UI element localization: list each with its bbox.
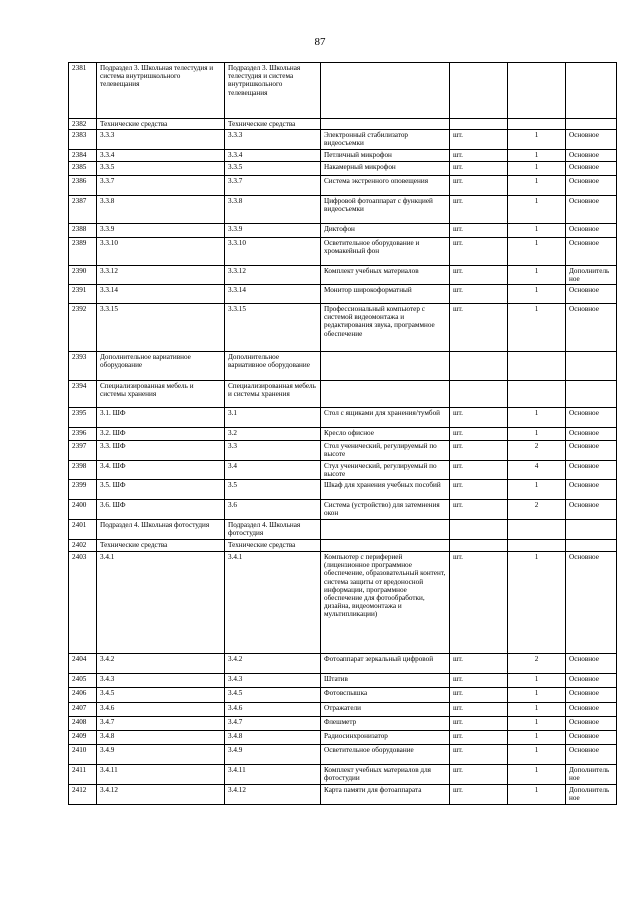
- section-cell: 3.2: [225, 428, 321, 441]
- unit-cell: шт.: [450, 500, 508, 520]
- quantity-cell: [508, 63, 566, 119]
- section-cell: 3.3: [225, 441, 321, 461]
- item-name-cell: Стол ученический, регулируемый по высоте: [321, 441, 450, 461]
- item-name-cell: [321, 119, 450, 130]
- code-cell: 3.6. ШФ: [97, 500, 225, 520]
- row-number-cell: 2385: [69, 162, 97, 176]
- unit-cell: шт.: [450, 285, 508, 304]
- unit-cell: шт.: [450, 162, 508, 176]
- item-name-cell: Флешметр: [321, 717, 450, 731]
- code-cell: 3.3. ШФ: [97, 441, 225, 461]
- item-name-cell: Цифровой фотоаппарат с функцией видеосъемки: [321, 196, 450, 224]
- section-cell: Технические средства: [225, 119, 321, 130]
- quantity-cell: [508, 520, 566, 540]
- item-name-cell: Стул ученический, регулируемый по высоте: [321, 461, 450, 480]
- item-name-cell: Шкаф для хранения учебных пособий: [321, 480, 450, 500]
- section-cell: Технические средства: [225, 540, 321, 552]
- unit-cell: шт.: [450, 238, 508, 266]
- section-cell: 3.4.2: [225, 654, 321, 674]
- row-number-cell: 2381: [69, 63, 97, 119]
- section-cell: 3.3.10: [225, 238, 321, 266]
- item-name-cell: Карта памяти для фотоаппарата: [321, 785, 450, 805]
- table-row: [69, 408, 617, 428]
- table-row: [69, 674, 617, 688]
- equipment-type-cell: Основное: [566, 500, 617, 520]
- section-cell: 3.3.4: [225, 150, 321, 162]
- item-name-cell: Петличный микрофон: [321, 150, 450, 162]
- unit-cell: шт.: [450, 196, 508, 224]
- quantity-cell: 1: [508, 130, 566, 150]
- section-cell: 3.4.6: [225, 703, 321, 717]
- row-number-cell: 2405: [69, 674, 97, 688]
- unit-cell: шт.: [450, 176, 508, 196]
- row-number-cell: 2408: [69, 717, 97, 731]
- code-cell: 3.3.7: [97, 176, 225, 196]
- quantity-cell: 1: [508, 717, 566, 731]
- quantity-cell: 1: [508, 480, 566, 500]
- row-number-cell: 2387: [69, 196, 97, 224]
- unit-cell: [450, 540, 508, 552]
- row-number-cell: 2401: [69, 520, 97, 540]
- section-cell: 3.3.7: [225, 176, 321, 196]
- table-row: [69, 285, 617, 304]
- equipment-type-cell: Основное: [566, 688, 617, 703]
- equipment-type-cell: Основное: [566, 745, 617, 765]
- code-cell: Технические средства: [97, 540, 225, 552]
- unit-cell: шт.: [450, 765, 508, 785]
- section-cell: Подраздел 3. Школьная телестудия и система внутришкольного телевещания: [225, 63, 321, 119]
- item-name-cell: [321, 540, 450, 552]
- code-cell: 3.5. ШФ: [97, 480, 225, 500]
- row-number-cell: 2396: [69, 428, 97, 441]
- row-number-cell: 2382: [69, 119, 97, 130]
- unit-cell: шт.: [450, 654, 508, 674]
- item-name-cell: Система (устройство) для затемнения окон: [321, 500, 450, 520]
- equipment-type-cell: Основное: [566, 461, 617, 480]
- quantity-cell: 1: [508, 785, 566, 805]
- quantity-cell: 2: [508, 654, 566, 674]
- quantity-cell: 1: [508, 552, 566, 654]
- row-number-cell: 2403: [69, 552, 97, 654]
- equipment-type-cell: Основное: [566, 480, 617, 500]
- unit-cell: шт.: [450, 480, 508, 500]
- item-name-cell: Кресло офисное: [321, 428, 450, 441]
- section-cell: 3.4: [225, 461, 321, 480]
- equipment-type-cell: Основное: [566, 703, 617, 717]
- code-cell: 3.3.5: [97, 162, 225, 176]
- section-cell: 3.3.8: [225, 196, 321, 224]
- code-cell: 3.4.8: [97, 731, 225, 745]
- equipment-type-cell: [566, 520, 617, 540]
- code-cell: Дополнительное вариативное оборудование: [97, 352, 225, 381]
- row-number-cell: 2398: [69, 461, 97, 480]
- section-cell: 3.3.14: [225, 285, 321, 304]
- section-cell: 3.3.5: [225, 162, 321, 176]
- code-cell: 3.3.12: [97, 266, 225, 285]
- equipment-type-cell: Основное: [566, 238, 617, 266]
- code-cell: 3.3.9: [97, 224, 225, 238]
- code-cell: 3.3.3: [97, 130, 225, 150]
- section-cell: Специализированная мебель и системы хранения: [225, 381, 321, 408]
- item-name-cell: [321, 63, 450, 119]
- table-row: [69, 552, 617, 654]
- item-name-cell: Электронный стабилизатор видеосъемки: [321, 130, 450, 150]
- quantity-cell: 1: [508, 688, 566, 703]
- table-body: [69, 63, 617, 805]
- code-cell: 3.4.5: [97, 688, 225, 703]
- equipment-type-cell: Дополнительное: [566, 765, 617, 785]
- table-row: [69, 785, 617, 805]
- equipment-type-cell: [566, 540, 617, 552]
- table-row: [69, 654, 617, 674]
- item-name-cell: Комплект учебных материалов для фотостудии: [321, 765, 450, 785]
- row-number-cell: 2389: [69, 238, 97, 266]
- table-row: [69, 540, 617, 552]
- equipment-type-cell: [566, 352, 617, 381]
- quantity-cell: [508, 352, 566, 381]
- quantity-cell: 1: [508, 745, 566, 765]
- table-row: [69, 520, 617, 540]
- code-cell: Подраздел 3. Школьная телестудия и система внутришкольного телевещания: [97, 63, 225, 119]
- section-cell: Подраздел 4. Школьная фотостудия: [225, 520, 321, 540]
- quantity-cell: 2: [508, 500, 566, 520]
- row-number-cell: 2397: [69, 441, 97, 461]
- table-row: [69, 224, 617, 238]
- section-cell: 3.1: [225, 408, 321, 428]
- table-row: [69, 238, 617, 266]
- equipment-type-cell: Основное: [566, 674, 617, 688]
- item-name-cell: Отражатели: [321, 703, 450, 717]
- item-name-cell: Компьютер с периферией (лицензионное программное обеспечение, образовательный контент, система защиты от вредоносной информации, программное обеспечение для фотообработки, дизайна, видеомонтажа и мультипликации): [321, 552, 450, 654]
- page-number: 87: [314, 36, 326, 48]
- row-number-cell: 2406: [69, 688, 97, 703]
- section-cell: 3.6: [225, 500, 321, 520]
- unit-cell: шт.: [450, 130, 508, 150]
- code-cell: 3.4.9: [97, 745, 225, 765]
- table-row: [69, 130, 617, 150]
- quantity-cell: 1: [508, 150, 566, 162]
- item-name-cell: Монитор широкоформатный: [321, 285, 450, 304]
- unit-cell: [450, 119, 508, 130]
- equipment-type-cell: Основное: [566, 304, 617, 352]
- quantity-cell: [508, 381, 566, 408]
- equipment-type-cell: Основное: [566, 224, 617, 238]
- unit-cell: шт.: [450, 428, 508, 441]
- row-number-cell: 2391: [69, 285, 97, 304]
- row-number-cell: 2402: [69, 540, 97, 552]
- unit-cell: [450, 63, 508, 119]
- item-name-cell: Стол с ящиками для хранения/тумбой: [321, 408, 450, 428]
- item-name-cell: Фотоаппарат зеркальный цифровой: [321, 654, 450, 674]
- section-cell: 3.4.7: [225, 717, 321, 731]
- row-number-cell: 2404: [69, 654, 97, 674]
- code-cell: 3.4.3: [97, 674, 225, 688]
- table-row: [69, 765, 617, 785]
- code-cell: 3.2. ШФ: [97, 428, 225, 441]
- unit-cell: шт.: [450, 408, 508, 428]
- quantity-cell: 1: [508, 196, 566, 224]
- table-row: [69, 176, 617, 196]
- quantity-cell: 1: [508, 162, 566, 176]
- equipment-type-cell: [566, 381, 617, 408]
- code-cell: Технические средства: [97, 119, 225, 130]
- code-cell: 3.4.11: [97, 765, 225, 785]
- row-number-cell: 2388: [69, 224, 97, 238]
- code-cell: 3.3.10: [97, 238, 225, 266]
- unit-cell: шт.: [450, 717, 508, 731]
- unit-cell: шт.: [450, 552, 508, 654]
- code-cell: 3.3.15: [97, 304, 225, 352]
- code-cell: 3.4.12: [97, 785, 225, 805]
- item-name-cell: Диктофон: [321, 224, 450, 238]
- item-name-cell: Фотовспышка: [321, 688, 450, 703]
- unit-cell: [450, 381, 508, 408]
- unit-cell: шт.: [450, 461, 508, 480]
- row-number-cell: 2400: [69, 500, 97, 520]
- quantity-cell: 1: [508, 285, 566, 304]
- code-cell: 3.4.6: [97, 703, 225, 717]
- code-cell: 3.4.1: [97, 552, 225, 654]
- quantity-cell: 1: [508, 703, 566, 717]
- section-cell: 3.5: [225, 480, 321, 500]
- equipment-type-cell: [566, 119, 617, 130]
- section-cell: 3.4.9: [225, 745, 321, 765]
- unit-cell: шт.: [450, 745, 508, 765]
- table-row: [69, 162, 617, 176]
- quantity-cell: 1: [508, 224, 566, 238]
- equipment-type-cell: Дополнительное: [566, 785, 617, 805]
- item-name-cell: Профессиональный компьютер с системой видеомонтажа и редактирования звука, программное обеспечение: [321, 304, 450, 352]
- section-cell: 3.3.3: [225, 130, 321, 150]
- equipment-type-cell: Основное: [566, 654, 617, 674]
- item-name-cell: Радиосинхронизатор: [321, 731, 450, 745]
- row-number-cell: 2392: [69, 304, 97, 352]
- table-row: [69, 150, 617, 162]
- row-number-cell: 2407: [69, 703, 97, 717]
- table-row: [69, 304, 617, 352]
- row-number-cell: 2394: [69, 381, 97, 408]
- section-cell: 3.3.15: [225, 304, 321, 352]
- equipment-type-cell: Дополнительное: [566, 266, 617, 285]
- section-cell: 3.4.1: [225, 552, 321, 654]
- equipment-type-cell: Основное: [566, 717, 617, 731]
- quantity-cell: [508, 119, 566, 130]
- unit-cell: шт.: [450, 441, 508, 461]
- unit-cell: шт.: [450, 150, 508, 162]
- table-row: [69, 196, 617, 224]
- equipment-type-cell: Основное: [566, 176, 617, 196]
- row-number-cell: 2399: [69, 480, 97, 500]
- section-cell: 3.4.8: [225, 731, 321, 745]
- unit-cell: шт.: [450, 688, 508, 703]
- unit-cell: [450, 520, 508, 540]
- equipment-type-cell: Основное: [566, 441, 617, 461]
- quantity-cell: 4: [508, 461, 566, 480]
- unit-cell: шт.: [450, 674, 508, 688]
- quantity-cell: 1: [508, 176, 566, 196]
- unit-cell: шт.: [450, 304, 508, 352]
- quantity-cell: 2: [508, 441, 566, 461]
- table-row: [69, 266, 617, 285]
- section-cell: 3.4.11: [225, 765, 321, 785]
- quantity-cell: 1: [508, 674, 566, 688]
- code-cell: 3.1. ШФ: [97, 408, 225, 428]
- table-row: [69, 500, 617, 520]
- item-name-cell: Осветительное оборудование и хромакейный фон: [321, 238, 450, 266]
- code-cell: Специализированная мебель и системы хранения: [97, 381, 225, 408]
- section-cell: 3.4.5: [225, 688, 321, 703]
- row-number-cell: 2412: [69, 785, 97, 805]
- section-cell: 3.3.9: [225, 224, 321, 238]
- equipment-type-cell: Основное: [566, 130, 617, 150]
- table-row: [69, 745, 617, 765]
- table-row: [69, 119, 617, 130]
- row-number-cell: 2410: [69, 745, 97, 765]
- row-number-cell: 2386: [69, 176, 97, 196]
- row-number-cell: 2393: [69, 352, 97, 381]
- section-cell: Дополнительное вариативное оборудование: [225, 352, 321, 381]
- row-number-cell: 2390: [69, 266, 97, 285]
- section-cell: 3.4.3: [225, 674, 321, 688]
- table-row: [69, 461, 617, 480]
- item-name-cell: Система экстренного оповещения: [321, 176, 450, 196]
- quantity-cell: 1: [508, 765, 566, 785]
- equipment-type-cell: Основное: [566, 162, 617, 176]
- item-name-cell: [321, 352, 450, 381]
- item-name-cell: [321, 381, 450, 408]
- unit-cell: шт.: [450, 224, 508, 238]
- table-row: [69, 63, 617, 119]
- item-name-cell: Комплект учебных материалов: [321, 266, 450, 285]
- item-name-cell: [321, 520, 450, 540]
- unit-cell: [450, 352, 508, 381]
- unit-cell: шт.: [450, 703, 508, 717]
- code-cell: 3.3.8: [97, 196, 225, 224]
- equipment-type-cell: Основное: [566, 408, 617, 428]
- equipment-table: [68, 62, 617, 805]
- equipment-type-cell: Основное: [566, 552, 617, 654]
- table-row: [69, 717, 617, 731]
- unit-cell: шт.: [450, 785, 508, 805]
- table-row: [69, 688, 617, 703]
- table-row: [69, 428, 617, 441]
- section-cell: 3.4.12: [225, 785, 321, 805]
- code-cell: 3.4. ШФ: [97, 461, 225, 480]
- equipment-type-cell: Основное: [566, 731, 617, 745]
- table-row: [69, 703, 617, 717]
- row-number-cell: 2383: [69, 130, 97, 150]
- item-name-cell: Накамерный микрофон: [321, 162, 450, 176]
- quantity-cell: 1: [508, 428, 566, 441]
- item-name-cell: Осветительное оборудование: [321, 745, 450, 765]
- quantity-cell: [508, 540, 566, 552]
- code-cell: 3.4.7: [97, 717, 225, 731]
- item-name-cell: Штатив: [321, 674, 450, 688]
- quantity-cell: 1: [508, 266, 566, 285]
- code-cell: Подраздел 4. Школьная фотостудия: [97, 520, 225, 540]
- quantity-cell: 1: [508, 731, 566, 745]
- quantity-cell: 1: [508, 408, 566, 428]
- table-row: [69, 441, 617, 461]
- table-row: [69, 480, 617, 500]
- row-number-cell: 2384: [69, 150, 97, 162]
- equipment-type-cell: Основное: [566, 150, 617, 162]
- quantity-cell: 1: [508, 238, 566, 266]
- section-cell: 3.3.12: [225, 266, 321, 285]
- equipment-type-cell: [566, 63, 617, 119]
- code-cell: 3.3.4: [97, 150, 225, 162]
- equipment-type-cell: Основное: [566, 428, 617, 441]
- code-cell: 3.4.2: [97, 654, 225, 674]
- row-number-cell: 2409: [69, 731, 97, 745]
- table-row: [69, 731, 617, 745]
- code-cell: 3.3.14: [97, 285, 225, 304]
- unit-cell: шт.: [450, 731, 508, 745]
- equipment-type-cell: Основное: [566, 196, 617, 224]
- equipment-type-cell: Основное: [566, 285, 617, 304]
- quantity-cell: 1: [508, 304, 566, 352]
- row-number-cell: 2395: [69, 408, 97, 428]
- table-row: [69, 352, 617, 381]
- table-row: [69, 381, 617, 408]
- row-number-cell: 2411: [69, 765, 97, 785]
- unit-cell: шт.: [450, 266, 508, 285]
